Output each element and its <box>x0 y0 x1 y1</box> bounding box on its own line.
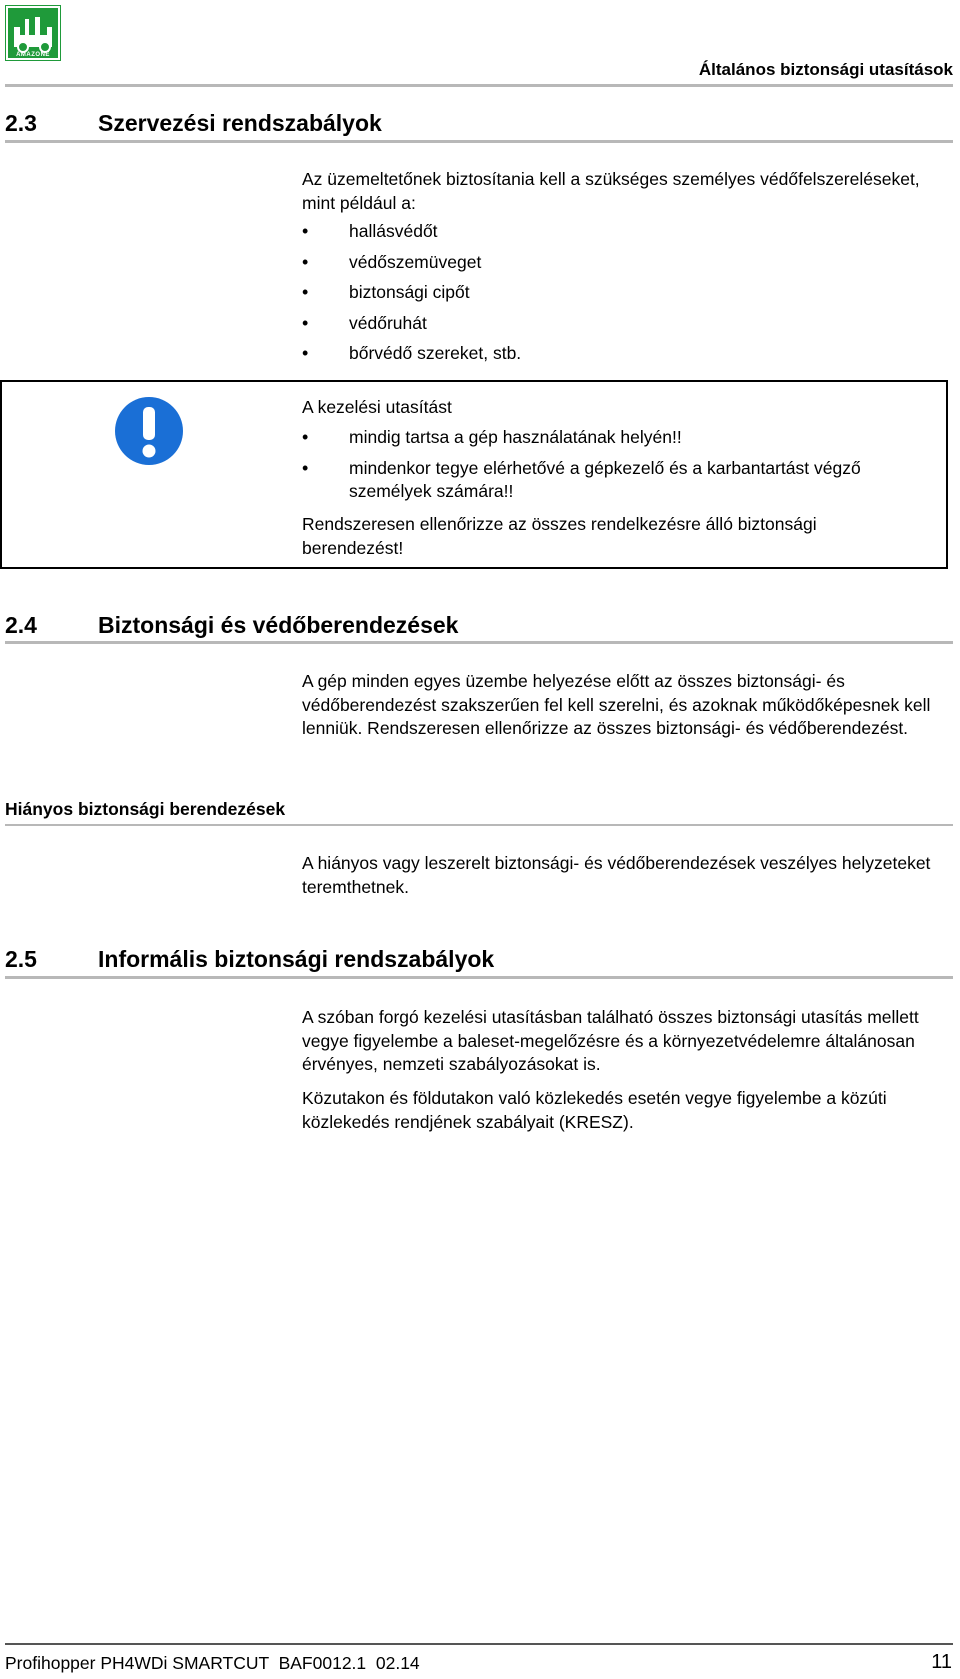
bullet-icon: • <box>302 221 309 241</box>
bullet-icon: • <box>302 282 309 302</box>
bullet-icon: • <box>302 251 309 272</box>
bullet-icon: • <box>302 457 309 478</box>
subheading: Hiányos biztonsági berendezések <box>5 799 286 819</box>
notice-closing: Rendszeresen ellenőrizze az összes rendelkezésre álló biztonsági berendezést! <box>302 514 817 558</box>
exclamation-circle-icon <box>114 396 184 466</box>
notice-box <box>0 380 948 569</box>
list-item: • mindenkor tegye elérhetővé a gépkezelő és a karbantartást végző személyek számára!! <box>302 457 861 501</box>
bullet-icon: • <box>302 312 309 333</box>
list-item: • bőrvédő szereket, stb. <box>302 342 942 373</box>
ppe-intro: Az üzemeltetőnek biztosítania kell a szükséges személyes védőfelszereléseket, mint például a: <box>302 169 920 213</box>
page-number: 11 <box>931 1651 952 1673</box>
section-2-5-rule <box>5 976 953 979</box>
section-title: Szervezési rendszabályok <box>98 110 382 136</box>
footer-rule <box>5 1643 953 1645</box>
subheading-rule <box>5 824 953 826</box>
list-item: • védőruhát <box>302 312 942 343</box>
bullet-icon: • <box>302 343 309 363</box>
section-2-3-heading <box>5 110 905 138</box>
section-number: 2.5 <box>5 946 37 972</box>
section-2-4-heading <box>5 612 905 640</box>
list-item: • védőszemüveget <box>302 251 942 282</box>
section-2-3-rule <box>5 140 953 143</box>
section-2-5-body-2: Közutakon és földutakon való közlekedés esetén vegye figyelembe a közúti közlekedés rendjének szabályait (KRESZ). <box>302 1088 887 1132</box>
section-2-5-heading <box>5 946 905 974</box>
ppe-list <box>302 220 942 373</box>
list-item: • biztonsági cipőt <box>302 281 942 312</box>
bullet-icon: • <box>302 427 309 447</box>
section-2-4-body: A gép minden egyes üzembe helyezése előtt az összes biztonsági- és védőberendezést szakszerűen fel kell szerelni, és azoknak működőképesnek kell lenniük. Rendszeresen ellenőrizze az összes biztonsági- és védőberendezést. <box>302 671 931 738</box>
subheading-body: A hiányos vagy leszerelt biztonsági- és védőberendezések veszélyes helyzeteket teremthetnek. <box>302 853 931 897</box>
notice-list <box>302 426 922 504</box>
section-2-4-rule <box>5 641 953 644</box>
section-number: 2.4 <box>5 612 37 638</box>
amazone-logo <box>5 5 61 61</box>
header-section-title: Általános biztonsági utasítások <box>698 60 953 79</box>
notice-lead: A kezelési utasítást <box>302 397 452 417</box>
list-item: • hallásvédőt <box>302 220 942 251</box>
list-item: • mindig tartsa a gép használatának helyén!! <box>302 426 922 450</box>
section-title: Biztonsági és védőberendezések <box>98 612 459 638</box>
footer-doc-info: Profihopper PH4WDi SMARTCUT BAF0012.1 02.14 <box>5 1653 420 1673</box>
section-title: Informális biztonsági rendszabályok <box>98 946 495 972</box>
section-number: 2.3 <box>5 110 37 136</box>
section-2-5-body-1: A szóban forgó kezelési utasításban található összes biztonsági utasítás mellett vegye figyelembe a baleset-megelőzésre és a környezetvédelemre általánosan érvényes, nemzeti szabályozásokat is. <box>302 1007 919 1074</box>
header-rule <box>5 84 953 87</box>
logo-text: AMAZONE <box>16 52 50 58</box>
